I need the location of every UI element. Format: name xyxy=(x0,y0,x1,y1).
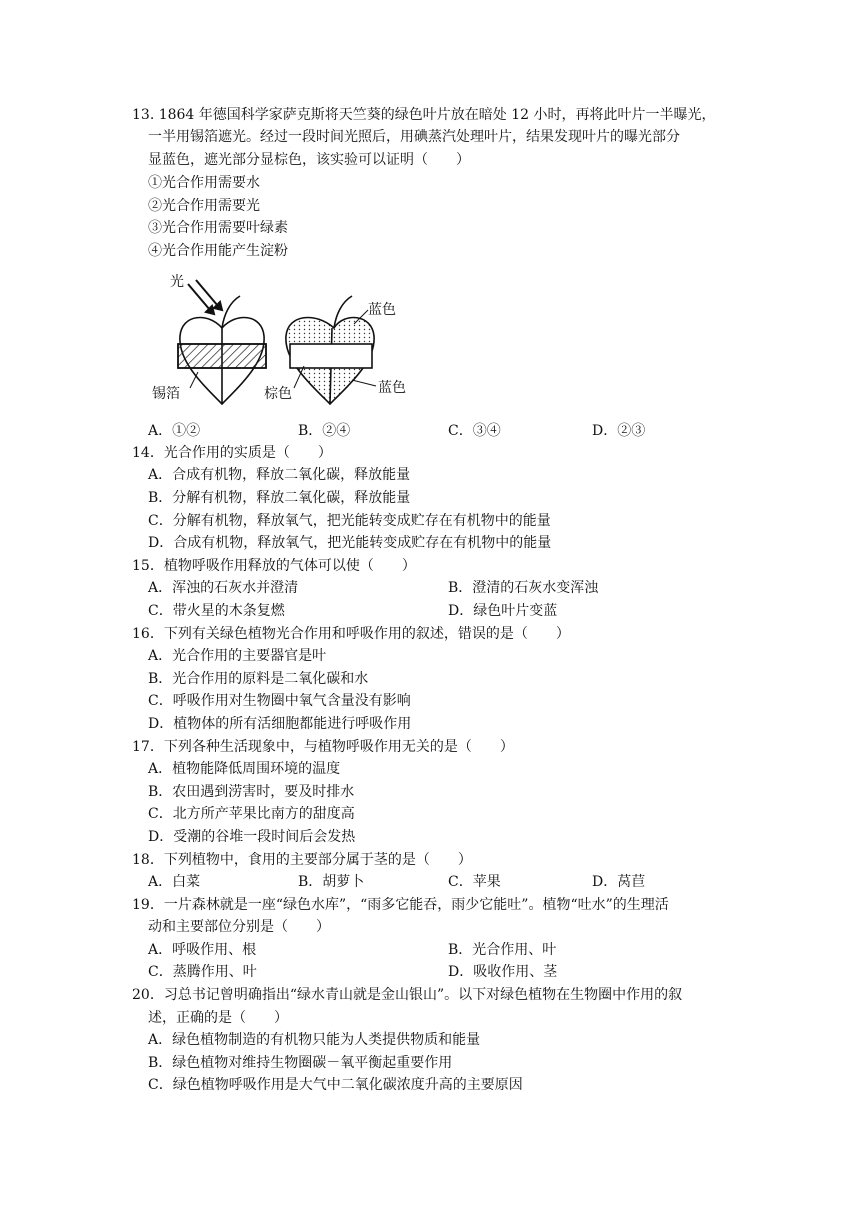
stained-leaf-icon xyxy=(284,296,378,408)
brown-label: 棕色 xyxy=(264,386,292,402)
q15-option-b: B．澄清的石灰水变浑浊 xyxy=(448,580,599,596)
q16-option-c: C．呼吸作用对生物圈中氧气含量没有影响 xyxy=(148,693,411,709)
q20-option-a: A．绿色植物制造的有机物只能为人类提供物质和能量 xyxy=(148,1032,481,1048)
q17-stem: 17．下列各种生活现象中，与植物呼吸作用无关的是（ ） xyxy=(132,739,514,755)
q19-option-b: B．光合作用、叶 xyxy=(448,942,557,958)
q13-stem-line-3: 显蓝色，遮光部分显棕色，该实验可以证明（ ） xyxy=(148,152,470,168)
q14-option-b: B．分解有机物，释放二氧化碳，释放能量 xyxy=(148,490,411,506)
q19-stem-line-2: 动和主要部位分别是（ ） xyxy=(148,919,330,935)
q14-option-c: C．分解有机物，释放氧气，把光能转变成贮存在有机物中的能量 xyxy=(148,513,551,529)
q13-option-c: C．③④ xyxy=(448,423,501,439)
q18-option-c: C．苹果 xyxy=(448,874,501,890)
q16-stem: 16．下列有关绿色植物光合作用和呼吸作用的叙述，错误的是（ ） xyxy=(132,626,570,642)
q16-option-b: B．光合作用的原料是二氧化碳和水 xyxy=(148,671,369,687)
q19-option-a: A．呼吸作用、根 xyxy=(148,942,257,958)
q13-item-3: ③光合作用需要叶绿素 xyxy=(148,220,288,236)
q17-option-c: C．北方所产苹果比南方的甜度高 xyxy=(148,806,355,822)
q20-stem-line-2: 述，正确的是（ ） xyxy=(148,1010,288,1026)
q19-stem-line-1: 19．一片森林就是一座“绿色水库”，“雨多它能吞，雨少它能吐”。植物“吐水”的生理活 xyxy=(132,897,669,913)
covered-leaf-icon xyxy=(178,296,266,404)
q20-stem-line-1: 20．习总书记曾明确指出“绿水青山就是金山银山”。以下对绿色植物在生物圈中作用的叙 xyxy=(132,987,683,1003)
q17-option-b: B．农田遇到涝害时，要及时排水 xyxy=(148,784,355,800)
q15-option-c: C．带火星的木条复燃 xyxy=(148,603,285,619)
q18-option-a: A．白菜 xyxy=(148,874,201,890)
q13-item-2: ②光合作用需要光 xyxy=(148,198,260,214)
leaf-diagram xyxy=(148,268,428,418)
q14-option-a: A．合成有机物，释放二氧化碳，释放能量 xyxy=(148,467,411,483)
q13-option-a: A．①② xyxy=(148,423,201,439)
q13-item-4: ④光合作用能产生淀粉 xyxy=(148,243,288,259)
q15-option-d: D．绿色叶片变蓝 xyxy=(448,603,558,619)
q13-item-1: ①光合作用需要水 xyxy=(148,175,260,191)
q13-stem-line-1: 13. 1864 年德国科学家萨克斯将天竺葵的绿色叶片放在暗处 12 小时，再将此叶片一半曝光， xyxy=(132,107,716,123)
light-label: 光 xyxy=(170,274,184,290)
blue-top-label: 蓝色 xyxy=(368,302,396,318)
q14-stem: 14．光合作用的实质是（ ） xyxy=(132,445,332,461)
q13-leaf-figure xyxy=(148,268,428,418)
foil-label: 锡箔 xyxy=(152,386,180,402)
q15-stem: 15．植物呼吸作用释放的气体可以使（ ） xyxy=(132,558,416,574)
q14-option-d: D．合成有机物，释放氧气，把光能转变成贮存在有机物中的能量 xyxy=(148,535,552,551)
q18-option-b: B．胡萝卜 xyxy=(298,874,365,890)
q16-option-a: A．光合作用的主要器官是叶 xyxy=(148,648,327,664)
q17-option-a: A．植物能降低周围环境的温度 xyxy=(148,761,341,777)
q18-stem: 18．下列植物中，食用的主要部分属于茎的是（ ） xyxy=(132,852,472,868)
q13-stem-line-2: 一半用锡箔遮光。经过一段时间光照后，用碘蒸汽处理叶片，结果发现叶片的曝光部分 xyxy=(148,129,680,145)
q16-option-d: D．植物体的所有活细胞都能进行呼吸作用 xyxy=(148,716,412,732)
q20-option-c: C．绿色植物呼吸作用是大气中二氧化碳浓度升高的主要原因 xyxy=(148,1077,523,1093)
q20-option-b: B．绿色植物对维持生物圈碳－氧平衡起重要作用 xyxy=(148,1055,453,1071)
q13-option-d: D．②③ xyxy=(592,423,646,439)
q15-option-a: A．浑浊的石灰水并澄清 xyxy=(148,580,299,596)
q18-option-d: D．莴苣 xyxy=(592,874,646,890)
q19-option-c: C．蒸腾作用、叶 xyxy=(148,964,257,980)
q13-option-b: B．②④ xyxy=(298,423,351,439)
blue-bottom-label: 蓝色 xyxy=(378,380,406,396)
q17-option-d: D．受潮的谷堆一段时间后会发热 xyxy=(148,829,356,845)
q19-option-d: D．吸收作用、茎 xyxy=(448,964,558,980)
light-arrows-icon xyxy=(188,280,222,314)
